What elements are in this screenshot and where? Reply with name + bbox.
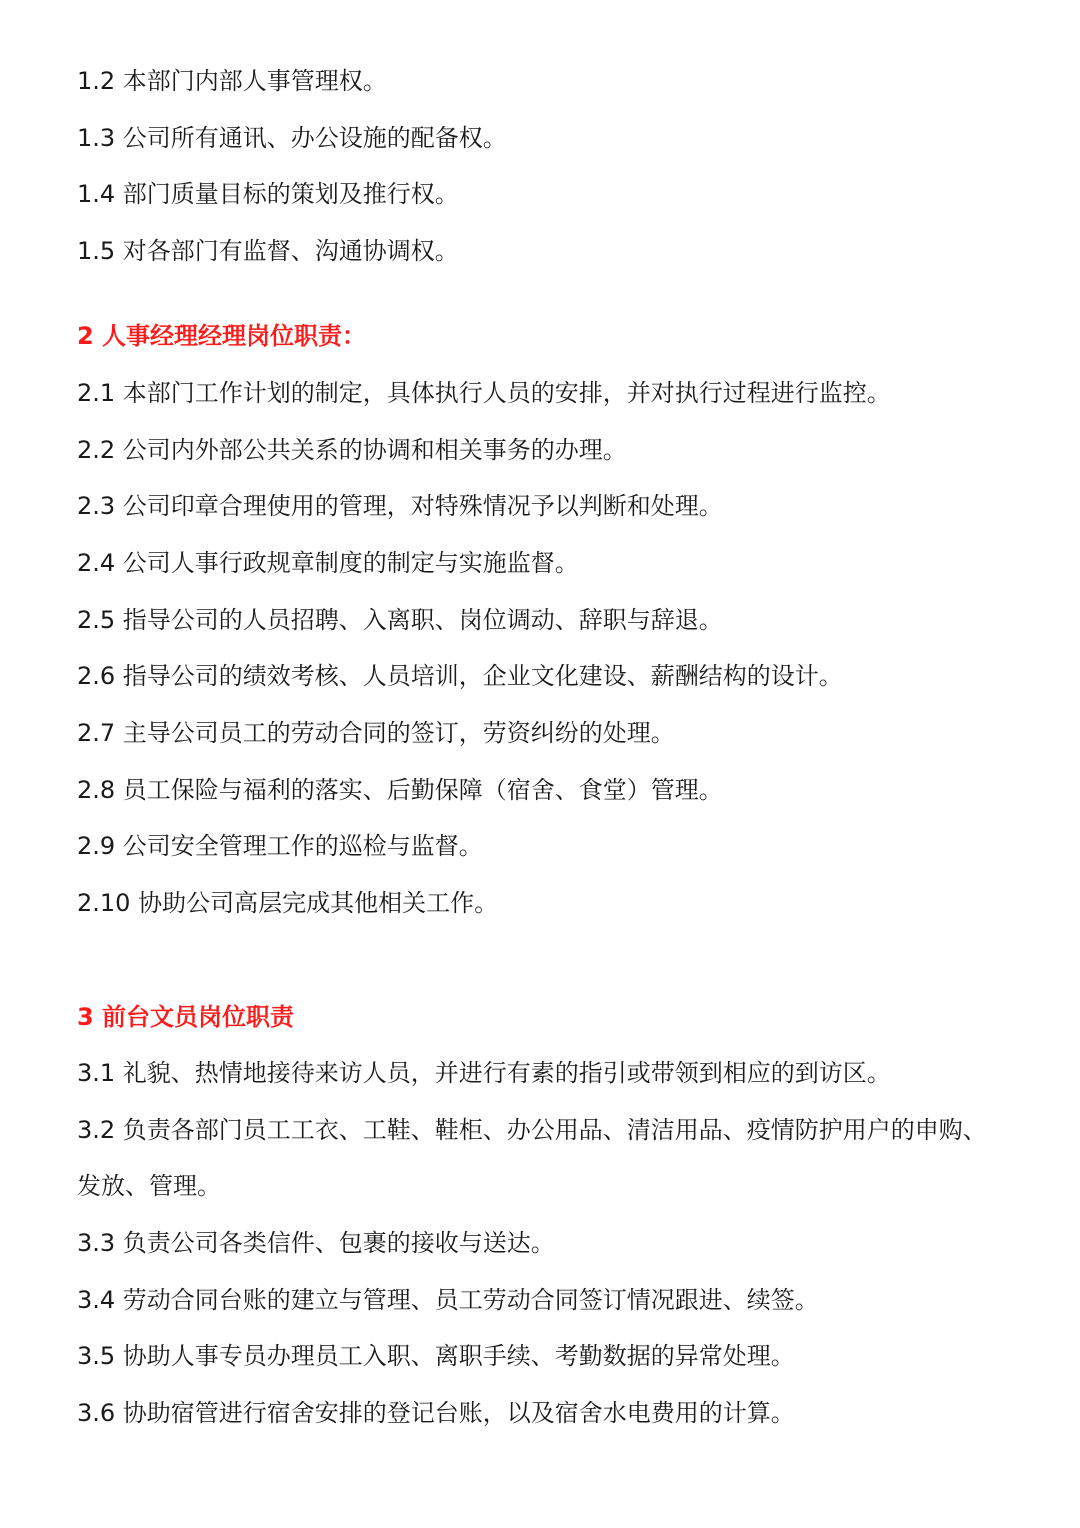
item-2-6: 2.6 指导公司的绩效考核、人员培训，企业文化建设、薪酬结构的设计。 (77, 662, 843, 690)
item-2-8: 2.8 员工保险与福利的落实、后勤保障（宿舍、食堂）管理。 (77, 776, 723, 804)
section-2-heading: 2 人事经理经理岗位职责： (77, 322, 367, 350)
item-2-2: 2.2 公司内外部公共关系的协调和相关事务的办理。 (77, 436, 627, 464)
item-2-10: 2.10 协助公司高层完成其他相关工作。 (77, 889, 499, 917)
section-3-heading: 3 前台文员岗位职责 (77, 1003, 295, 1031)
item-3-3: 3.3 负责公司各类信件、包裹的接收与送达。 (77, 1229, 555, 1257)
item-3-5: 3.5 协助人事专员办理员工入职、离职手续、考勤数据的异常处理。 (77, 1342, 795, 1370)
item-1-5: 1.5 对各部门有监督、沟通协调权。 (77, 237, 459, 265)
item-2-7: 2.7 主导公司员工的劳动合同的签订，劳资纠纷的处理。 (77, 719, 675, 747)
item-3-2-continued: 发放、管理。 (77, 1172, 221, 1200)
item-3-2: 3.2 负责各部门员工工衣、工鞋、鞋柜、办公用品、清洁用品、疫情防护用户的申购、 (77, 1116, 987, 1144)
item-1-2: 1.2 本部门内部人事管理权。 (77, 67, 387, 95)
item-1-3: 1.3 公司所有通讯、办公设施的配备权。 (77, 124, 507, 152)
item-1-4: 1.4 部门质量目标的策划及推行权。 (77, 180, 459, 208)
item-2-5: 2.5 指导公司的人员招聘、入离职、岗位调动、辞职与辞退。 (77, 606, 723, 634)
item-3-4: 3.4 劳动合同台账的建立与管理、员工劳动合同签订情况跟进、续签。 (77, 1286, 819, 1314)
item-2-1: 2.1 本部门工作计划的制定，具体执行人员的安排，并对执行过程进行监控。 (77, 379, 891, 407)
item-3-6: 3.6 协助宿管进行宿舍安排的登记台账，以及宿舍水电费用的计算。 (77, 1399, 795, 1427)
item-2-3: 2.3 公司印章合理使用的管理，对特殊情况予以判断和处理。 (77, 492, 723, 520)
item-3-1: 3.1 礼貌、热情地接待来访人员，并进行有素的指引或带领到相应的到访区。 (77, 1059, 891, 1087)
item-2-9: 2.9 公司安全管理工作的巡检与监督。 (77, 832, 483, 860)
item-2-4: 2.4 公司人事行政规章制度的制定与实施监督。 (77, 549, 579, 577)
